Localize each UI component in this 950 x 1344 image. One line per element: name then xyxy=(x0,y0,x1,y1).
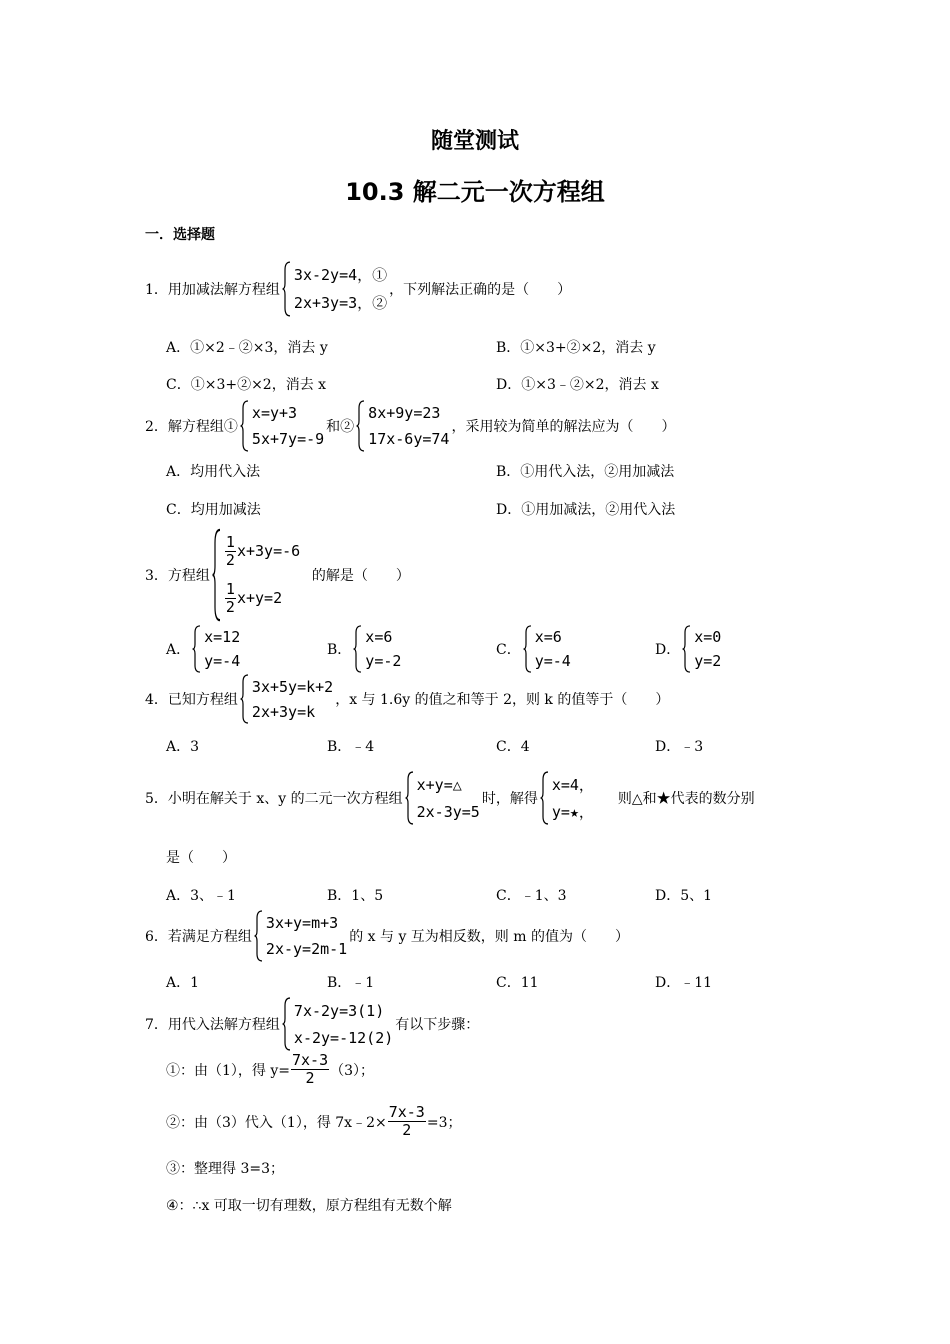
equation: 3x+y=m+3 xyxy=(265,914,339,932)
question-3-stem: 3．方程组 xyxy=(145,568,210,584)
equation: x=y+3 xyxy=(251,404,298,422)
equation: $\frac{1}{2}$ x+3y=-6 xyxy=(225,533,301,569)
question-1 xyxy=(145,261,571,317)
brace-icon xyxy=(212,528,221,622)
option-5-d[interactable]: D．5、1 xyxy=(655,888,713,904)
option-4-c[interactable]: C．4 xyxy=(496,739,530,755)
page-subtitle: 10.3 解二元一次方程组 xyxy=(345,178,605,206)
step-1: ①：由（1），得 y= $\frac{7x-3}{2}$ （3）； xyxy=(166,1051,375,1087)
question-6-tail: 的 x 与 y 互为相反数，则 m 的值为（ ） xyxy=(349,929,629,945)
equation-system xyxy=(282,997,393,1051)
brace-icon xyxy=(353,625,362,673)
question-6 xyxy=(145,910,629,962)
question-7-tail: 有以下步骤： xyxy=(395,1017,480,1033)
option-5-c[interactable]: C．﹣1、3 xyxy=(496,888,567,904)
option-3-a[interactable]: A． x=12 y=-4 xyxy=(166,625,242,673)
brace-icon xyxy=(405,771,414,825)
brace-icon xyxy=(540,771,549,825)
brace-icon xyxy=(356,400,365,452)
equation-system xyxy=(240,674,333,724)
brace-icon xyxy=(282,997,291,1051)
brace-icon xyxy=(192,625,201,673)
option-6-a[interactable]: A．1 xyxy=(166,975,200,991)
equation-system xyxy=(254,910,347,962)
equation-system xyxy=(240,400,324,452)
option-4-a[interactable]: A．3 xyxy=(166,739,200,755)
equation: 3x-2y=4，① xyxy=(293,266,388,284)
page-title: 随堂测试 xyxy=(430,129,519,154)
option-1-d[interactable]: D．①×3﹣②×2，消去 x xyxy=(496,377,659,393)
option-4-b[interactable]: B．﹣4 xyxy=(327,739,375,755)
question-7 xyxy=(145,997,479,1051)
option-2-d[interactable]: D．①用加减法，②用代入法 xyxy=(496,502,676,518)
equation: x+y=△ xyxy=(416,775,462,794)
question-2-connector: 和② xyxy=(326,419,355,435)
question-7-stem: 7．用代入法解方程组 xyxy=(145,1017,280,1033)
question-3-tail: 的解是（ ） xyxy=(311,568,410,584)
brace-icon xyxy=(523,625,532,673)
question-5-tail: 则△和★代表的数分别 xyxy=(617,791,755,807)
equation-system xyxy=(356,400,449,452)
step-2: ②：由（3）代入（1），得 7x﹣2× $\frac{7x-3}{2}$ =3； xyxy=(166,1103,462,1139)
option-2-b[interactable]: B．①用代入法，②用加减法 xyxy=(496,464,675,480)
brace-icon xyxy=(240,674,249,724)
question-1-tail: ，下列解法正确的是（ ） xyxy=(389,282,572,298)
fraction: $\frac{1}{2}$ xyxy=(225,533,235,569)
option-2-c[interactable]: C．均用加减法 xyxy=(166,502,261,518)
question-5-connector: 时，解得 xyxy=(481,791,538,807)
brace-icon xyxy=(254,910,263,962)
option-1-b[interactable]: B．①×3+②×2，消去 y xyxy=(496,340,656,356)
question-4 xyxy=(145,674,669,724)
solution-system xyxy=(540,771,608,825)
question-2 xyxy=(145,400,675,452)
equation: x-2y=-12(2) xyxy=(293,1028,394,1047)
option-3-d[interactable]: D． x=0 y=2 xyxy=(655,625,723,673)
question-3 xyxy=(145,528,410,622)
option-3-b[interactable]: B． x=6 y=-2 xyxy=(327,625,403,673)
fraction: $\frac{7x-3}{2}$ xyxy=(388,1103,425,1139)
equation-system xyxy=(282,261,387,317)
equation: 2x-3y=5 xyxy=(416,802,480,821)
equation: 2x+3y=k xyxy=(251,702,316,721)
brace-icon xyxy=(282,261,291,317)
question-6-stem: 6．若满足方程组 xyxy=(145,929,252,945)
option-2-a[interactable]: A．均用代入法 xyxy=(166,464,261,480)
fraction: $\frac{7x-3}{2}$ xyxy=(292,1051,329,1087)
equation: 2x-y=2m-1 xyxy=(265,940,348,958)
option-6-d[interactable]: D．﹣11 xyxy=(655,975,713,991)
equation: 7x-2y=3(1) xyxy=(293,1001,385,1020)
question-4-stem: 4．已知方程组 xyxy=(145,692,238,708)
fraction: $\frac{1}{2}$ xyxy=(225,580,235,616)
equation: x=4， xyxy=(551,775,594,794)
question-2-stem: 2．解方程组① xyxy=(145,419,238,435)
step-3: ③：整理得 3=3； xyxy=(166,1161,284,1177)
question-5-continued: 是（ ） xyxy=(166,850,236,866)
question-4-tail: ，x 与 1.6y 的值之和等于 2，则 k 的值等于（ ） xyxy=(335,692,670,708)
equation: 17x-6y=74 xyxy=(368,430,450,448)
equation-system xyxy=(212,528,310,622)
question-5 xyxy=(145,771,755,825)
option-5-a[interactable]: A．3、﹣1 xyxy=(166,888,236,904)
option-6-b[interactable]: B．﹣1 xyxy=(327,975,375,991)
equation: y=★， xyxy=(551,802,594,821)
brace-icon xyxy=(682,625,691,673)
option-1-a[interactable]: A．①×2﹣②×3，消去 y xyxy=(166,340,328,356)
equation: $\frac{1}{2}$ x+y=2 xyxy=(225,580,283,616)
question-1-stem: 1．用加减法解方程组 xyxy=(145,282,280,298)
equation-system xyxy=(405,771,480,825)
brace-icon xyxy=(240,400,249,452)
option-4-d[interactable]: D．﹣3 xyxy=(655,739,704,755)
option-6-c[interactable]: C．11 xyxy=(496,975,539,991)
section-heading: 一．选择题 xyxy=(145,227,215,243)
option-3-c[interactable]: C． x=6 y=-4 xyxy=(496,625,573,673)
equation: 8x+9y=23 xyxy=(368,404,441,422)
option-1-c[interactable]: C．①×3+②×2，消去 x xyxy=(166,377,327,393)
step-4: ④：∴x 可取一切有理数，原方程组有无数个解 xyxy=(166,1198,452,1214)
equation: 3x+5y=k+2 xyxy=(251,677,334,696)
equation: 5x+7y=-9 xyxy=(251,430,325,448)
option-5-b[interactable]: B．1、5 xyxy=(327,888,384,904)
question-5-stem: 5．小明在解关于 x、y 的二元一次方程组 xyxy=(145,791,403,807)
question-2-tail: ，采用较为简单的解法应为（ ） xyxy=(451,419,676,435)
equation: 2x+3y=3，② xyxy=(293,294,388,312)
